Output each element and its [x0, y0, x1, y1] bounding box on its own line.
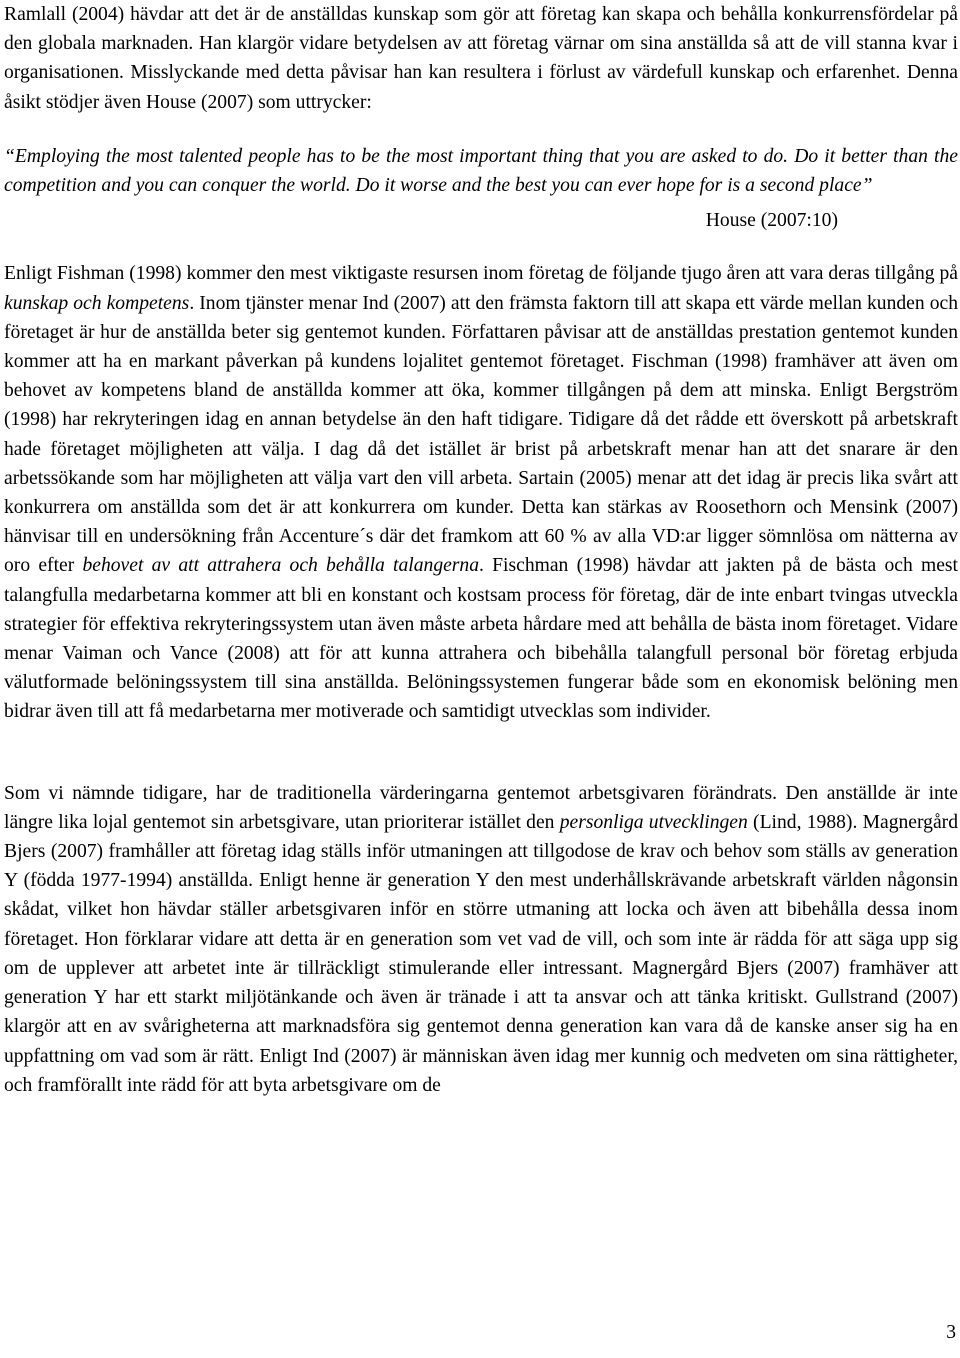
- block-quote: “Employing the most talented people has to be the most important thing that you are asked to do. Do it better than the competition and you can conquer the world. Do it worse and the best you can ever hope for is a second place”: [4, 145, 958, 197]
- paragraph-2-text: Enligt Fishman (1998) kommer den mest viktigaste resursen inom företag de följande tjugo åren att vara deras tillgång på: [4, 263, 958, 285]
- paragraph-2-emphasis: behovet av att attrahera och behålla talangerna: [82, 555, 480, 577]
- paragraph-2-text: . Inom tjänster menar Ind (2007) att den främsta faktorn till att skapa ett värde mellan kunden och företaget är hur de anställda beter sig gentemot kunden. Författaren påvisar att de anställdas prestation gentemot kunden kommer att ha en markant påverkan på kundens lojalitet gentemot företaget. Fischman (1998) framhäver att även om behovet av kompetens bland de anställda kommer att öka, kommer tillgången på dem att minska. Enligt Bergström (1998) har rekryteringen idag en annan betydelse än den haft tidigare. Tidigare då det rådde ett överskott på arbetskraft hade företaget möjligheten att välja. I dag då det istället är brist på arbetskraft menar han att det snarare är den arbetssökande som har möjligheten att välja vart den vill arbeta. Sartain (2005) menar att det idag är precis lika svårt att konkurrera om anställda som det är att konkurrera om kunder. Detta kan stärkas av Roosethorn och Mensink (2007) hänvisar till en undersökning från Accenture´s där det framkom att 60 % av alla VD:ar ligger sömnlösa om nätterna av oro efter: [4, 292, 958, 577]
- paragraph-3-emphasis: personliga utvecklingen: [559, 811, 748, 833]
- page-number: 3: [946, 1322, 956, 1343]
- document-page: [4, 0, 958, 1100]
- paragraph-2-text: . Fischman (1998) hävdar att jakten på de bästa och mest talangfulla medarbetarna kommer att bli en konstant och kostsam process för företag, där de inte enbart tvingas utveckla strategier för effektiva rekryteringssystem utan även måste arbeta hårdare med att behålla de bästa inom företaget. Vidare menar Vaiman och Vance (2008) att för att kunna attrahera och bibehålla talangfull personal bör företag erbjuda välutformade belöningssystem till sina anställda. Belöningssystemen fungerar både som en ekonomisk belöning men bidrar även till att få medarbetarna mer motiverade och samtidigt utvecklas som individer.: [4, 555, 958, 723]
- paragraph-2-emphasis: kunskap och kompetens: [4, 292, 190, 314]
- quote-source: House (2007:10): [705, 210, 838, 232]
- paragraph-1: Ramlall (2004) hävdar att det är de anställdas kunskap som gör att företag kan skapa och behålla konkurrensfördelar på den globala marknaden. Han klargör vidare betydelsen av att företag värnar om sina anställda så att de vill stanna kvar i organisationen. Misslyckande med detta påvisar han kan resultera i förlust av värdefull kunskap och erfarenhet. Denna åsikt stödjer även House (2007) som uttrycker:: [4, 4, 958, 113]
- paragraph-3-text: Som vi nämnde tidigare, har de traditionella värderingarna gentemot arbetsgivaren förändrats. Den anställde är inte längre lika lojal gentemot sin arbetsgivare, utan prioriterar istället den: [4, 782, 958, 833]
- paragraph-3: [4, 779, 958, 1100]
- paragraph-2: [4, 259, 958, 726]
- paragraph-3-text: (Lind, 1988). Magnergård Bjers (2007) framhåller att företag idag ställs inför utmaningen att tillgodose de krav och behov som ställs av generation Y (födda 1977-1994) anställda. Enligt henne är generation Y den mest underhållskrävande arbetskraft världen någonsin skådat, vilket hon hävdar ställer arbetsgivaren inför en större utmaning att locka och även att bibehålla dessa inom företaget. Hon förklarar vidare att detta är en generation som vet vad de vill, och som inte är rädda för att säga upp sig om de upplever att arbetet inte är tillräckligt stimulerande eller intressant. Magnergård Bjers (2007) framhäver att generation Y har ett starkt miljötänkande och även är tränade i att ta ansvar och att tänka kritiskt. Gullstrand (2007) klargör att en av svårigheterna att marknadsföra sig gentemot denna generation kan vara då de kanske anser sig ha en uppfattning om vad som är rätt. Enligt Ind (2007) är människan även idag mer kunnig och medveten om sina rättigheter, och framförallt inte rädd för att byta arbetsgivare om de: [4, 811, 958, 1096]
